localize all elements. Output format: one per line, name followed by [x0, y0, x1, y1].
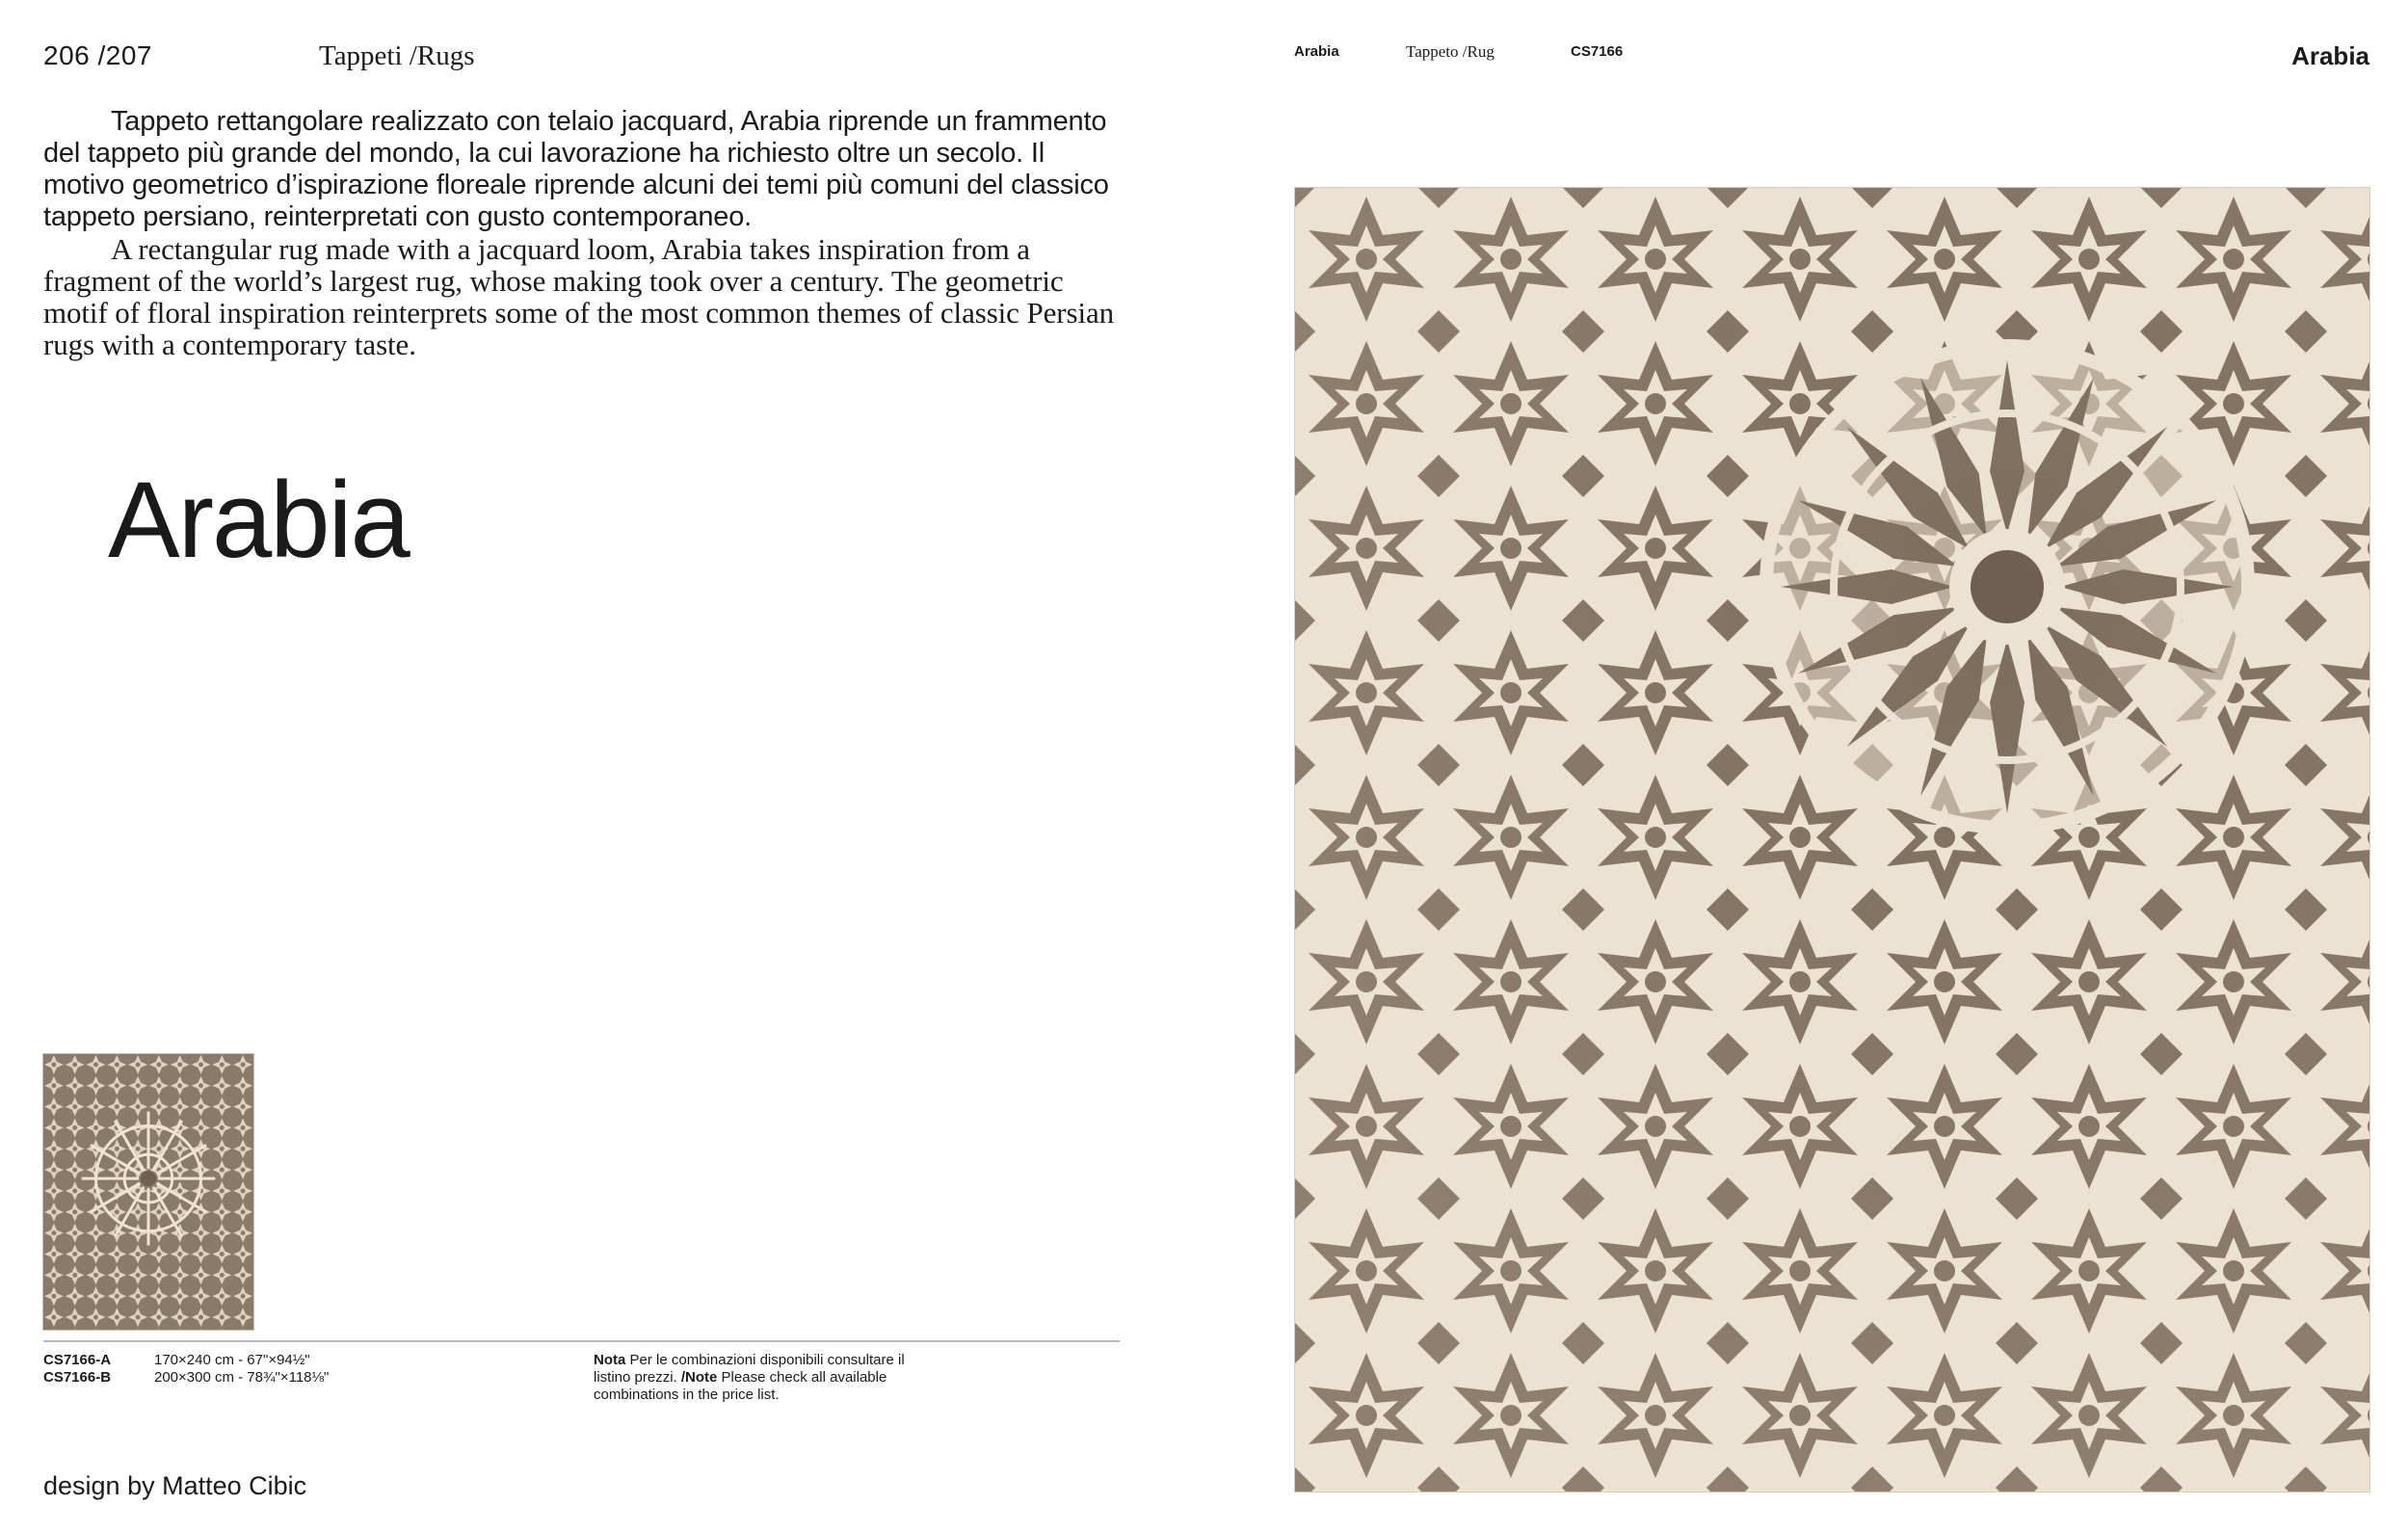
size-list: [43, 1352, 329, 1387]
running-head-title: Arabia: [2291, 41, 2369, 70]
note-label-it: Nota: [594, 1352, 626, 1368]
note-text-en: Please check all available combinations in the price list.: [594, 1369, 887, 1403]
designer-credit: design by Matteo Cibic: [43, 1471, 307, 1500]
pricing-note: [594, 1352, 921, 1404]
note-label-en: /Note: [680, 1369, 718, 1386]
size-row: [43, 1352, 329, 1369]
product-name: Arabia: [108, 460, 409, 580]
page-numbers: 206 /207: [43, 40, 152, 70]
size-row: [43, 1369, 329, 1387]
size-dimensions: 170×240 cm - 67"×94½": [154, 1352, 310, 1368]
spec-divider: [43, 1340, 1120, 1342]
running-head-name: Arabia: [1294, 43, 1339, 60]
description: [43, 106, 1132, 360]
note-text-it: Per le combinazioni disponibili consultare il listino prezzi.: [594, 1352, 905, 1386]
section-title: Tappeti /Rugs: [319, 40, 475, 71]
rug-photo: [1294, 187, 2370, 1492]
rug-thumbnail: [42, 1053, 254, 1331]
size-code: CS7166-B: [43, 1369, 112, 1386]
size-dimensions: 200×300 cm - 78¾"×118⅛": [154, 1369, 330, 1386]
running-head-code: CS7166: [1571, 43, 1624, 60]
description-english: A rectangular rug made with a jacquard loom, Arabia takes inspiration from a fragment of the world’s largest rug, whose making took over a century. The geometric motif of floral inspiration reinterprets some of the most common themes of classic Persian rugs with a contemporary taste.: [43, 232, 1115, 361]
running-head-type: Tappeto /Rug: [1406, 42, 1495, 61]
description-italian: Tappeto rettangolare realizzato con telaio jacquard, Arabia riprende un frammento del tappeto più grande del mondo, la cui lavorazione ha richiesto oltre un secolo. Il motivo geometrico d’ispirazione floreale riprende alcuni dei temi più comuni del classico tappeto persiano, reinterpretati con gusto contemporaneo.: [43, 106, 1109, 232]
right-page: [1204, 0, 2408, 1532]
size-code: CS7166-A: [43, 1352, 112, 1368]
